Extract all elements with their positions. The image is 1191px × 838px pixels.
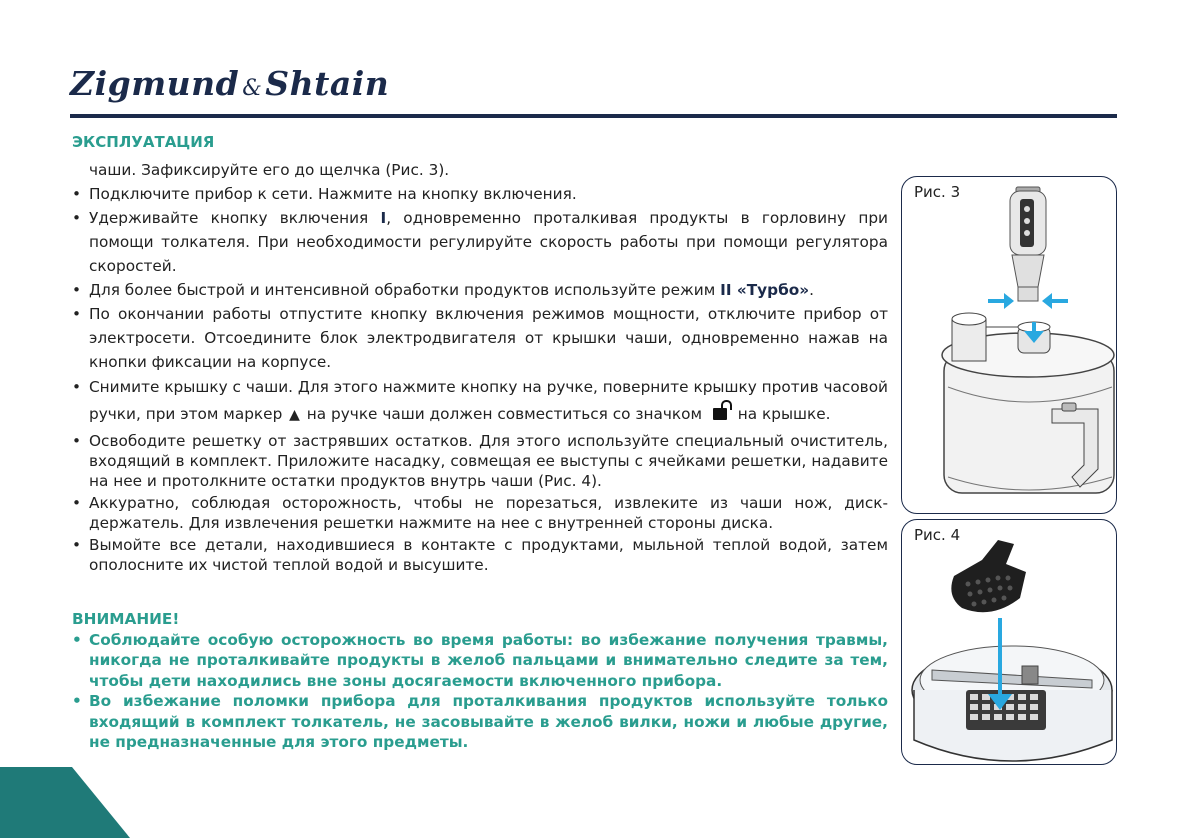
item-text: Снимите крышку с чаши. Для этого нажмите кнопку на ручке, поверните крышку против часовой ручки, при этом маркер xyxy=(89,378,888,423)
figure-3-label: Рис. 3 xyxy=(914,183,961,201)
list-item: • Подключите прибор к сети. Нажмите на кнопку включения. xyxy=(72,182,888,206)
list-item: • Освободите решетку от застрявших остатков. Для этого используйте специальный очиститель, входящий в комплект. Приложите насадку, совмещая ее выступы с ячейками решетки, надавите на нее и протолкните остатки продуктов внутрь чаши (Рис. 4). xyxy=(72,431,888,491)
item-text: Для более быстрой и интенсивной обработки продуктов используйте режим xyxy=(89,281,721,299)
decorative-corner xyxy=(0,767,130,838)
figure-4 xyxy=(901,519,1117,765)
grid-cleaning-illustration xyxy=(902,520,1116,764)
unlock-icon xyxy=(713,408,727,420)
section-title: ЭКСПЛУАТАЦИЯ xyxy=(72,133,215,151)
attention-block xyxy=(72,609,888,753)
item-text: на крышке. xyxy=(732,405,831,423)
instructions xyxy=(72,158,888,575)
logo-amp: & xyxy=(242,76,263,101)
list-item xyxy=(72,374,888,429)
list-item: • Аккуратно, соблюдая осторожность, чтобы не порезаться, извлеките из чаши нож, диск-держатель. Для извлечения решетки нажмите на нее с внутренней стороны диска. xyxy=(72,493,888,533)
turbo-mark: II «Турбо» xyxy=(720,281,810,299)
attention-item: • Соблюдайте особую осторожность во время работы: во избежание получения травмы, никогда не проталкивайте продукты в желоб пальцами и внимательно следите за тем, чтобы дети находились вне зоны досягаемости включенного прибора. xyxy=(72,630,888,692)
list-item xyxy=(72,206,888,278)
logo-part1: Zigmund xyxy=(70,64,240,103)
triangle-marker-icon: ▲ xyxy=(289,407,300,423)
attention-item: • Во избежание поломки прибора для проталкивания продуктов используйте только входящий в комплект толкатель, не засовывайте в желоб вилки, ножи и любые другие, не предназначенные для этого предметы. xyxy=(72,691,888,753)
list-item: • По окончании работы отпустите кнопку включения режимов мощности, отключите прибор от электросети. Отсоедините блок электродвигателя от крышки чаши, одновременно нажав на кнопки фиксации на корпусе. xyxy=(72,302,888,374)
item-text: . xyxy=(809,281,815,299)
brand-logo xyxy=(70,64,389,103)
food-processor-illustration xyxy=(902,177,1116,513)
item-text: Удерживайте кнопку включения xyxy=(89,209,381,227)
attention-title: ВНИМАНИЕ! xyxy=(72,610,180,628)
list-item: • Вымойте все детали, находившиеся в контакте с продуктами, мыльной теплой водой, затем ополосните их чистой теплой водой и высушите. xyxy=(72,535,888,575)
logo-part2: Shtain xyxy=(265,64,390,103)
list-item: чаши. Зафиксируйте его до щелчка (Рис. 3). xyxy=(89,161,450,179)
list-item xyxy=(72,278,888,302)
button-mark: I xyxy=(380,209,387,227)
item-text: на ручке чаши должен совместиться со значком xyxy=(301,405,707,423)
figure-3 xyxy=(901,176,1117,514)
figure-4-label: Рис. 4 xyxy=(914,526,961,544)
header-rule xyxy=(70,114,1117,118)
item-text: , одновременно проталкивая продукты в горловину при помощи толкателя. При необходимости регулируйте скорость работы при помощи регулятора скоростей. xyxy=(89,209,888,275)
